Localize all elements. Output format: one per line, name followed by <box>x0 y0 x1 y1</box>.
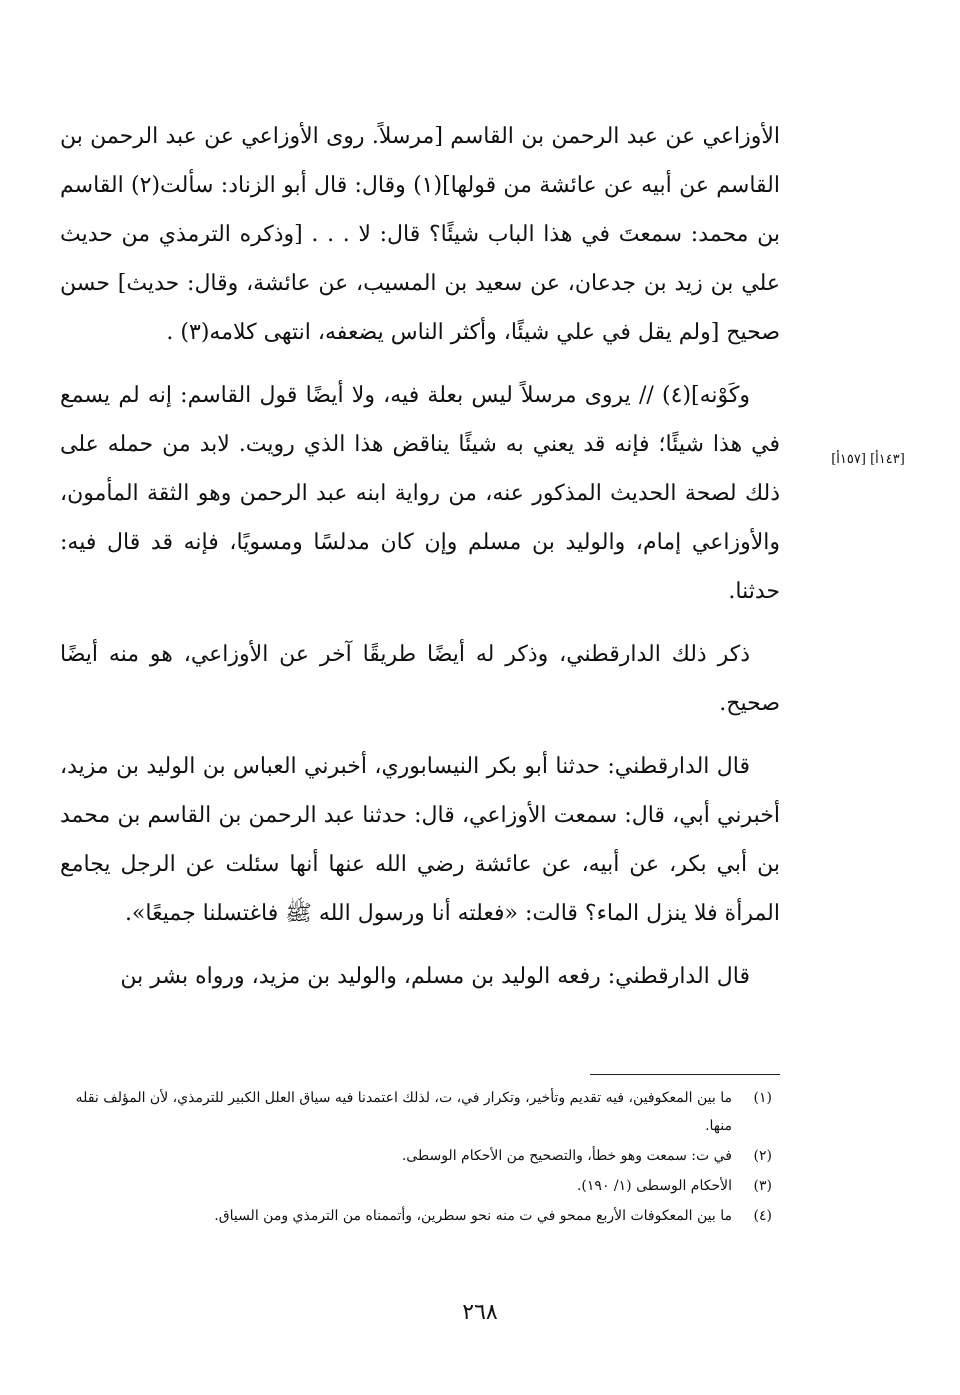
footnote-item <box>60 1142 772 1170</box>
footnote-item <box>60 1084 772 1140</box>
footnote-number: (٤) <box>753 1208 772 1224</box>
paragraph-5: قال الدارقطني: رفعه الوليد بن مسلم، والوليد بن مزيد، ورواه بشر بن <box>120 964 750 989</box>
footnote-text: ما بين المعكوفين، فيه تقديم وتأخير، وتكرار في، ت، لذلك اعتمدنا فيه سياق العلل الكبير للترمذي، لأن المؤلف نقله منها. <box>75 1090 732 1134</box>
paragraph-3: ذكر ذلك الدارقطني، وذكر له أيضًا طريقًا آخر عن الأوزاعي، هو منه أيضًا صحيح. <box>60 642 780 716</box>
footnote-number: (٣) <box>753 1178 772 1194</box>
footnote-item <box>60 1172 772 1200</box>
footnote-text: في ت: سمعت وهو خطأ، والتصحيح من الأحكام الوسطى. <box>401 1148 732 1164</box>
footnote-number: (١) <box>753 1090 772 1106</box>
footnotes <box>60 1084 772 1232</box>
page-number: ٢٦٨ <box>462 1300 498 1325</box>
paragraph-2: وكَوْنه](٤) // يروى مرسلاً ليس بعلة فيه، ولا أيضًا قول القاسم: إنه لم يسمع في هذا شيئًا؛ فإنه قد يعني به شيئًا يناقض هذا الذي رويت. لابد من حمله على ذلك لصحة الحديث المذكور عنه، من رواية ابنه عبد الرحمن وهو الثقة المأمون، والأوزاعي إمام، والوليد بن مسلم وإن كان مدلسًا ومسويًا، فإنه قد قال فيه: حدثنا. <box>60 383 780 604</box>
main-text <box>60 112 780 1015</box>
footnote-number: (٢) <box>753 1148 772 1164</box>
footnote-item <box>60 1202 772 1230</box>
manuscript-folio-reference: [١٤٣أ] [١٥٧أ] <box>831 452 905 467</box>
paragraph-1: الأوزاعي عن عبد الرحمن بن القاسم [مرسلاً. روى الأوزاعي عن عبد الرحمن بن القاسم عن أبيه عن عائشة من قولها](١) وقال: قال أبو الزناد: سألت(٢) القاسم بن محمد: سمعتَ في هذا الباب شيئًا؟ قال: لا . . . [وذكره الترمذي من حديث علي بن زيد بن جدعان، عن سعيد بن المسيب، عن عائشة، وقال: حديث] حسن صحيح [ولم يقل في علي شيئًا، وأكثر الناس يضعفه، انتهى كلامه(٣) . <box>60 124 780 345</box>
footnote-text: ما بين المعكوفات الأربع ممحو في ت منه نحو سطرين، وأتممناه من الترمذي ومن السياق. <box>214 1208 732 1224</box>
footnote-separator <box>590 1074 780 1075</box>
footnote-text: الأحكام الوسطى (١/ ١٩٠). <box>576 1178 732 1194</box>
paragraph-4: قال الدارقطني: حدثنا أبو بكر النيسابوري، أخبرني العباس بن الوليد بن مزيد، أخبرني أبي، قال: سمعت الأوزاعي، قال: حدثنا عبد الرحمن بن القاسم بن محمد بن أبي بكر، عن أبيه، عن عائشة رضي الله عنها أنها سئلت عن الرجل يجامع المرأة فلا ينزل الماء؟ قالت: «فعلته أنا ورسول الله ﷺ فاغتسلنا جميعًا». <box>60 754 780 926</box>
